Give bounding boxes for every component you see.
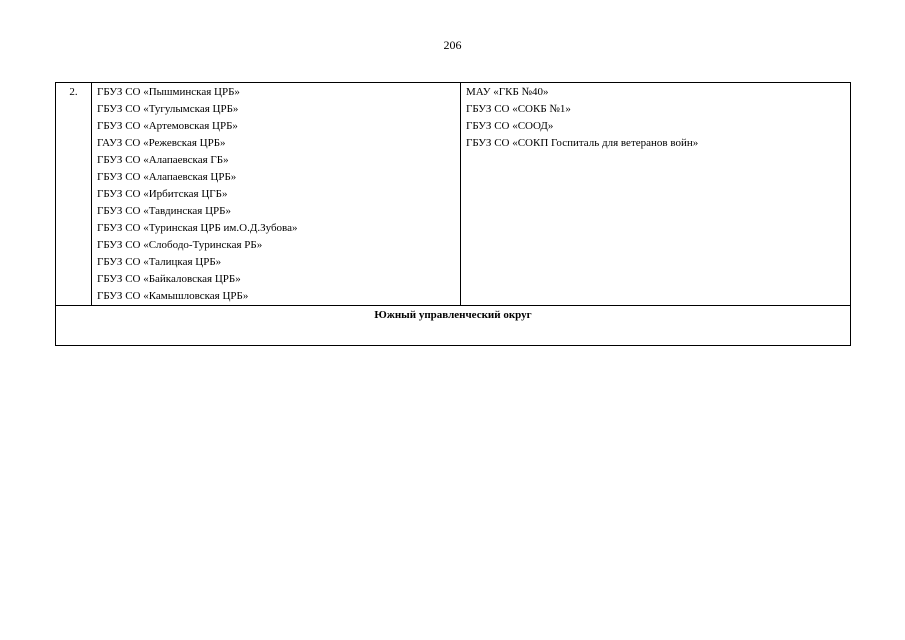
- list-item: ГБУЗ СО «Тавдинская ЦРБ»: [97, 205, 231, 217]
- list-item: ГБУЗ СО «Слободо-Туринская РБ»: [97, 239, 263, 251]
- list-item: ГБУЗ СО «СООД»: [466, 120, 554, 132]
- table-row: [56, 83, 851, 306]
- right-facility-list: [461, 83, 851, 306]
- list-item: ГБУЗ СО «Пышминская ЦРБ»: [97, 86, 240, 98]
- list-item: МАУ «ГКБ №40»: [466, 86, 549, 98]
- list-item: ГБУЗ СО «Алапаевская ГБ»: [97, 154, 229, 166]
- list-item: ГБУЗ СО «Алапаевская ЦРБ»: [97, 171, 237, 183]
- left-facility-list: [92, 83, 461, 306]
- row-number: 2.: [56, 83, 92, 306]
- list-item: ГБУЗ СО «Ирбитская ЦГБ»: [97, 188, 228, 200]
- list-item: ГБУЗ СО «СОКП Госпиталь для ветеранов войн»: [466, 137, 699, 149]
- list-item: ГАУЗ СО «Режевская ЦРБ»: [97, 137, 226, 149]
- list-item: ГБУЗ СО «Камышловская ЦРБ»: [97, 290, 249, 302]
- list-item: ГБУЗ СО «Артемовская ЦРБ»: [97, 120, 238, 132]
- section-title: Южный управленческий округ: [56, 306, 851, 346]
- list-item: ГБУЗ СО «Талицкая ЦРБ»: [97, 256, 222, 268]
- list-item: ГБУЗ СО «Тугулымская ЦРБ»: [97, 103, 239, 115]
- list-item: ГБУЗ СО «СОКБ №1»: [466, 103, 571, 115]
- section-row: [56, 306, 851, 346]
- list-item: ГБУЗ СО «Байкаловская ЦРБ»: [97, 273, 241, 285]
- list-item: ГБУЗ СО «Туринская ЦРБ им.О.Д.Зубова»: [97, 222, 298, 234]
- district-table: [55, 82, 851, 346]
- page-number: 206: [443, 38, 462, 52]
